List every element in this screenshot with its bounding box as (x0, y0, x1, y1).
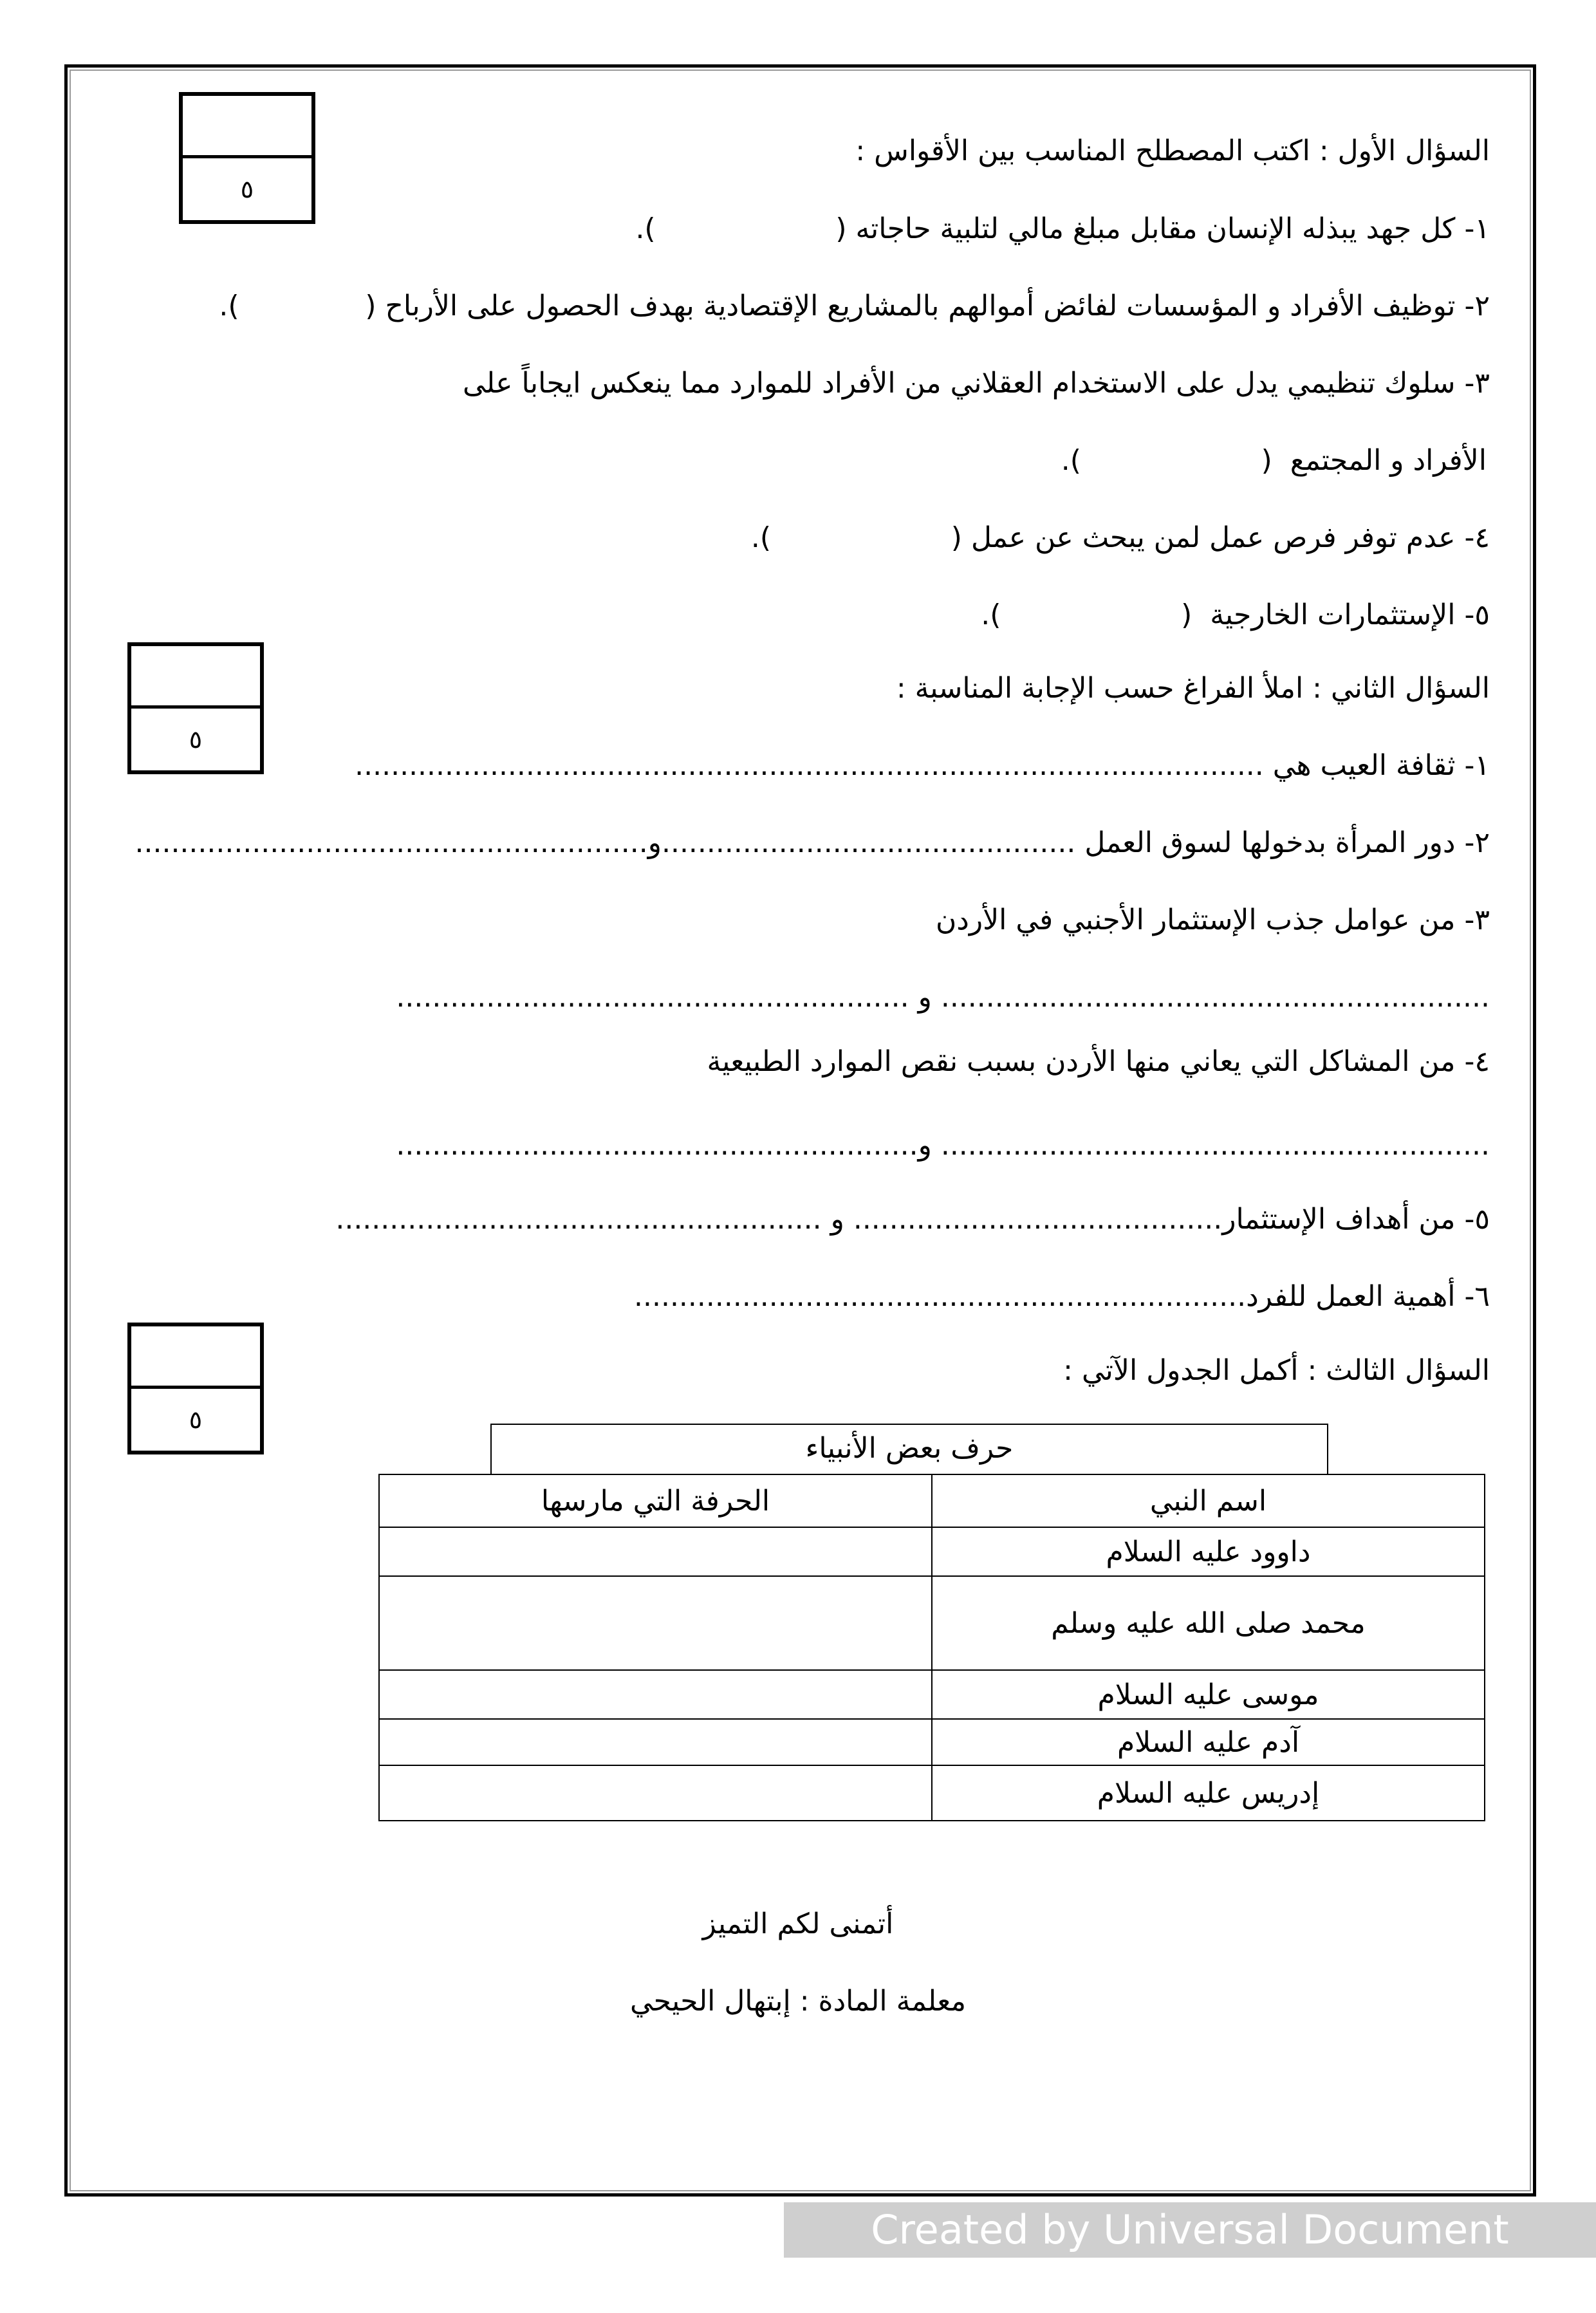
header-craft: الحرفة التي مارسها (379, 1474, 932, 1527)
craft-answer-cell[interactable] (379, 1719, 932, 1765)
q2-title: السؤال الثاني : املأ الفراغ حسب الإجابة المناسبة : (896, 672, 1490, 705)
teacher-signature: معلمة المادة : إبتهال الحيحي (629, 1985, 967, 2018)
q1-item-3-cont: الأفراد و المجتمع ( ). (1061, 444, 1487, 477)
prophet-name: آدم عليه السلام (932, 1719, 1485, 1765)
q2-item-6: ٦- أهمية العمل للفرد.................................................................... (634, 1280, 1490, 1313)
q1-item-4: ٤- عدم توفر فرص عمل لمن يبحث عن عمل ( ). (750, 521, 1490, 554)
q2-item-2: ٢- دور المرأة بدخولها لسوق العمل ..............................................و......................................................... (135, 826, 1490, 859)
q2-item-5: ٥- من أهداف الإستثمار......................................... و ...................................................... (335, 1203, 1490, 1236)
q1-score-value: ٥ (240, 174, 254, 203)
table-caption: حرف بعض الأنبياء (490, 1424, 1328, 1474)
craft-answer-cell[interactable] (379, 1670, 932, 1719)
q3-title: السؤال الثالث : أكمل الجدول الآتي : (1063, 1354, 1490, 1387)
watermark-banner: Created by Universal Document Converter (784, 2202, 1596, 2258)
table-row (379, 1719, 1485, 1765)
table-row (379, 1670, 1485, 1719)
table-row (379, 1527, 1485, 1576)
q1-item-5: ٥- الإستثمارات الخارجية ( ). (981, 599, 1490, 631)
q1-score-box (179, 92, 315, 224)
prophet-name: محمد صلى الله عليه وسلم (932, 1576, 1485, 1670)
q1-item-1: ١- كل جهد يبذله الإنسان مقابل مبلغ مالي لتلبية حاجاته ( ). (635, 212, 1490, 245)
craft-answer-cell[interactable] (379, 1576, 932, 1670)
q3-score-value: ٥ (189, 1405, 203, 1434)
q3-score-box (127, 1323, 264, 1454)
prophet-name: داوود عليه السلام (932, 1527, 1485, 1576)
prophet-name: إدريس عليه السلام (932, 1765, 1485, 1821)
q2-item-3: ٣- من عوامل جذب الإستثمار الأجنبي في الأردن (935, 904, 1490, 936)
header-prophet: اسم النبي (932, 1474, 1485, 1527)
craft-answer-cell[interactable] (379, 1765, 932, 1821)
table-row (379, 1765, 1485, 1821)
craft-answer-cell[interactable] (379, 1527, 932, 1576)
prophets-table (378, 1474, 1485, 1821)
q2-item-4-blanks: ............................................................. و.......................................................... (396, 1129, 1490, 1162)
table-row (379, 1576, 1485, 1670)
q1-title: السؤال الأول : اكتب المصطلح المناسب بين الأقواس : (855, 135, 1490, 167)
q2-item-3-blanks: ............................................................. و ......................................................... (396, 981, 1490, 1014)
q1-item-3: ٣- سلوك تنظيمي يدل على الاستخدام العقلاني من الأفراد للموارد مما ينعكس ايجاباً على (463, 367, 1490, 400)
q1-item-2: ٢- توظيف الأفراد و المؤسسات لفائض أموالهم بالمشاريع الإقتصادية بهدف الحصول على الأرباح ( ). (219, 290, 1490, 322)
prophet-name: موسى عليه السلام (932, 1670, 1485, 1719)
closing-wish: أتمنى لكم التميز (702, 1908, 894, 1940)
q2-score-box (127, 642, 264, 774)
q2-item-1: ١- ثقافة العيب هي ..................................................................................................... (355, 749, 1490, 782)
q2-score-value: ٥ (189, 725, 203, 754)
q2-item-4: ٤- من المشاكل التي يعاني منها الأردن بسبب نقص الموارد الطبيعية (707, 1045, 1490, 1078)
